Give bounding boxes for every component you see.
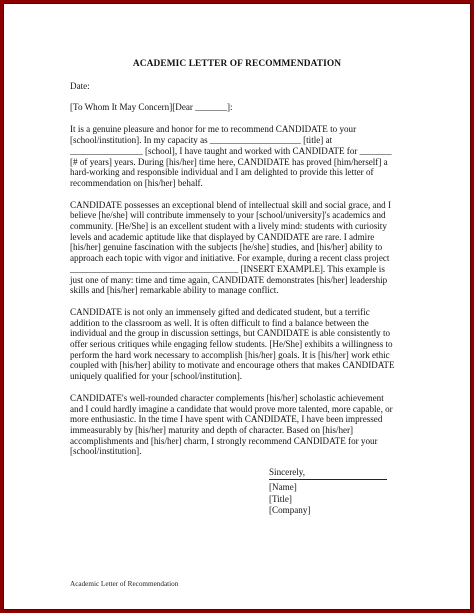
paragraph-line: just one of many: time and time again, CANDIDATE demonstrates [his/her] leadership xyxy=(70,274,388,285)
signature-title: [Title] xyxy=(269,493,292,504)
paragraph-line: community. [He/She] is an excellent student with a lively mind: students with curiosity xyxy=(70,221,387,232)
paragraph-line: recommendation on [his/her] behalf. xyxy=(70,177,203,188)
signature-company: [Company] xyxy=(269,505,311,516)
paragraph-line: immeasurably by [his/her] maturity and depth of character. Based on [his/her] xyxy=(70,424,354,435)
paragraph-line: levels and academic aptitude like that displayed by CANDIDATE are rare. I admire xyxy=(70,231,375,242)
paragraph-line: hard-working and responsible individual and I am delighted to provide this letter of xyxy=(70,167,374,178)
closing: Sincerely, xyxy=(269,467,306,477)
signature-name: [Name] xyxy=(269,482,297,492)
paragraph-line: coupled with [his/her] ability to motivate and encourage others that makes CANDIDATE xyxy=(70,360,395,371)
letter-body xyxy=(70,81,410,457)
paragraph-qualities xyxy=(70,200,410,296)
page-footer: Academic Letter of Recommendation xyxy=(70,580,179,588)
paragraph-line: [# of years] years. During [his/her] time here, CANDIDATE has proved [him/herself] a xyxy=(70,156,388,167)
paragraph-line: CANDIDATE possesses an exceptional blend of intellectual skill and social grace, and I xyxy=(70,199,391,210)
paragraph-line: It is a genuine pleasure and honor for me to recommend CANDIDATE to your xyxy=(70,124,357,135)
paragraph-line: perform the hard work necessary to accomplish [his/her] goals. It is [his/her] work ethic xyxy=(70,349,390,360)
signature-block xyxy=(269,482,310,517)
paragraph-line: _____________________________________ [INSERT EXAMPLE]. This example is xyxy=(70,263,385,274)
paragraph-line: addition to the classroom as well. It is often difficult to find a balance between the xyxy=(70,317,369,328)
document-title: ACADEMIC LETTER OF RECOMMENDATION xyxy=(132,59,342,69)
paragraph-line: and I could hardly imagine a candidate that would prove more talented, more capable, or xyxy=(70,403,393,414)
salutation: [To Whom It May Concern][Dear _______]: xyxy=(70,101,233,112)
date-label: Date: xyxy=(70,81,90,91)
paragraph-line: CANDIDATE's well-rounded character complements [his/her] scholastic achievement xyxy=(70,392,384,403)
paragraph-line: [school/institution]. In my capacity as ____________________ [title] at xyxy=(70,135,333,146)
paragraph-line: skills and [his/her] remarkable ability to manage conflict. xyxy=(70,285,279,296)
paragraph-line: offer serious critiques while engaging fellow students. [He/She] exhibits a willingness to xyxy=(70,339,393,350)
paragraph-line: ________________ [school], I have taught and worked with CANDIDATE for _______ xyxy=(70,145,392,156)
paragraph-line: CANDIDATE is not only an immensely gifted and dedicated student, but a terrific xyxy=(70,306,370,317)
paragraph-line: more enthusiastic. In the time I have spent with CANDIDATE, I have been impressed xyxy=(70,414,383,425)
paragraph-line: uniquely qualified for your [school/institution]. xyxy=(70,371,242,382)
paragraph-character xyxy=(70,393,410,457)
paragraph-line: accomplishments and [his/her] charm, I strongly recommend CANDIDATE for your xyxy=(70,435,378,446)
document-page xyxy=(3,3,471,610)
paragraph-line: [school/institution]. xyxy=(70,446,142,457)
paragraph-classroom xyxy=(70,307,410,382)
paragraph-intro xyxy=(70,124,410,188)
paragraph-line: [his/her] genuine fascination with the subjects [he/she] studies, and [his/her] ability to xyxy=(70,242,383,253)
signature-line xyxy=(269,479,387,480)
paragraph-line: believe [he/she] will contribute immensely to your [school/university]'s academics and xyxy=(70,210,386,221)
paragraph-line: approach each topic with vigor and initiative. For example, during a recent class project xyxy=(70,253,390,264)
paragraph-line: individual and the group in discussion settings, but CANDIDATE is able consistently to xyxy=(70,328,391,339)
